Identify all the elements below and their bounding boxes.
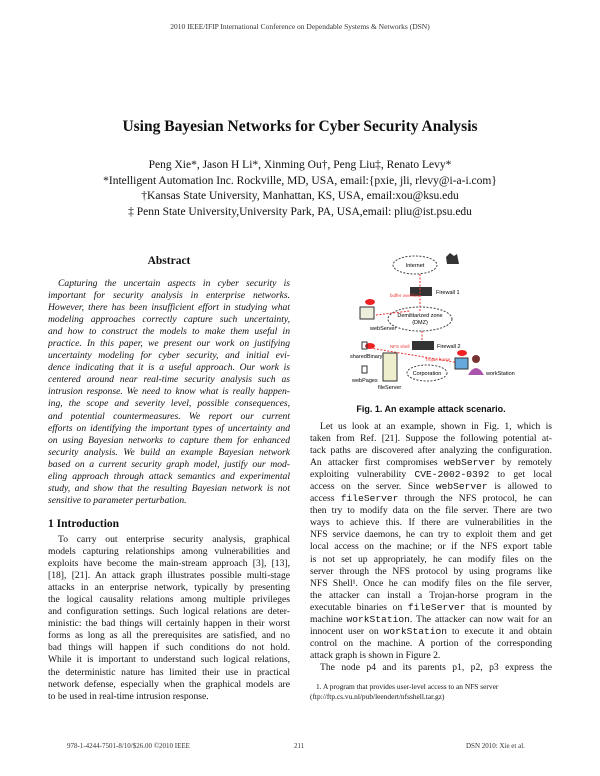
text-line: access on the server. Since webServer is allowed to (310, 481, 552, 493)
svg-text:workStation: workStation (486, 371, 515, 377)
footer-copyright: 978-1-4244-7501-8/10/$26.00 ©2010 IEEE (67, 742, 190, 750)
affiliation: ‡ Penn State University,University Park, PA, USA,email: pliu@ist.psu.edu (128, 205, 472, 218)
text-line: security analysis. We build an example Bayesian network (48, 446, 290, 458)
svg-text:Firewall 1: Firewall 1 (436, 290, 460, 296)
text-line: exploits have become the main-stream approach [3], [13], (48, 558, 290, 570)
svg-text:Corporation: Corporation (412, 371, 442, 377)
figure-attack-scenario (310, 245, 552, 395)
text-line: bad things will happen if such conditions do not hold. (48, 642, 290, 654)
conference-header: 2010 IEEE/IFIP International Conference on Dependable Systems & Networks (DSN) (170, 22, 430, 31)
fileserver-icon (383, 353, 397, 381)
footnote: 1. A program that provides user-level access to an NFS server (ftp://ftp.cs.vu.nl/pub/leendert/nfsshell.tar.gz) (310, 682, 499, 701)
svg-text:Demilitarized zone: Demilitarized zone (397, 313, 443, 319)
paper-title: Using Bayesian Networks for Cyber Security Analysis (122, 118, 478, 135)
affiliation: *Intelligent Automation Inc. Rockville, MD, USA, email:{pxie, jli, rlevy@i-a-i.com} (103, 174, 497, 187)
text-line: efforts on identifying the important types of uncertainty and (48, 422, 290, 434)
text-line: the logical causality relations among multiple privileges (48, 594, 290, 606)
text-line: based on a current security graph model, justify our mod- (48, 458, 290, 470)
text-line: centered around near real-time security analysis such as (48, 374, 290, 386)
text-line: then try to modify data on the file server. There are two (310, 505, 552, 517)
figure-caption: Fig. 1. An example attack scenario. (356, 404, 506, 414)
text-line: tack paths are discovered after analyzing the configuration. (310, 445, 552, 457)
text-line: However, there has been insufficient effort in studying what (48, 302, 290, 314)
text-line: To carry out enterprise security analysis, graphical (58, 534, 290, 545)
text-line: innocent user on workStation to execute it and obtain (310, 625, 552, 637)
svg-text:Firewall 2: Firewall 2 (437, 344, 461, 350)
text-line: modeling approaches correctly capture such uncertainty, (48, 314, 290, 326)
text-line: attack graph is shown in Figure 2. (310, 649, 441, 661)
abstract-section (48, 255, 290, 507)
text-line: the deterministic nature has limited their use in practical (48, 666, 290, 678)
text-line: models capturing relationships among vulnerabilities and (48, 546, 290, 558)
text-line: local access on the machine; or if the NFS export table (310, 541, 552, 553)
author-names: Peng Xie*, Jason H Li*, Xinming Ou†, Peng Liu‡, Renato Levy* (148, 159, 452, 171)
text-line: uncertainty modeling for cyber security, and initial evi- (48, 350, 290, 362)
firewall-2-icon (412, 341, 434, 350)
svg-text:Trojan horse: Trojan horse (425, 357, 451, 362)
text-line: [18], [21]. An attack graph illustrates possible multi-stage (48, 570, 290, 582)
text-line: eling approach through attack semantics and experimental (48, 470, 290, 482)
text-line: ministic: the bad things will certainly happen in their worst (48, 618, 290, 630)
text-line: An attacker first compromises webServer by remotely (310, 457, 552, 469)
text-line: ing, the scope and severity level, possible consequences, (48, 398, 290, 410)
text-line: executable binaries on fileServer that is mounted by (310, 601, 552, 613)
text-line: attacks in an enterprise network, typically by presenting (48, 582, 290, 594)
text-line: exploiting vulnerability CVE-2002-0392 to get local (310, 469, 552, 481)
footer-citation: DSN 2010: Xie et al. (466, 742, 525, 750)
svg-text:webServer: webServer (370, 326, 397, 332)
text-line: network defense, especially when the graphical models are (48, 678, 290, 690)
bug-icon (365, 299, 375, 305)
svg-text:buffer overflow: buffer overflow (390, 293, 420, 298)
text-line: intrusion response. We need to know what is really happen- (48, 386, 290, 398)
text-line: Let us look at an example, shown in Fig. 1, which is (320, 421, 552, 432)
text-line: The node p4 and its parents p1, p2, p3 express the (320, 661, 552, 673)
text-line: machine workStation. The attacker can now wait for an (310, 613, 552, 625)
text-line: ways to achieve this. If there are vulnerabilities in the (310, 517, 552, 529)
introduction-section (48, 518, 290, 703)
network-diagram (310, 245, 552, 395)
text-line: study, and show that the resulting Bayesian network is not (48, 482, 290, 494)
text-line: server through the NFS protocol by using programs like (310, 565, 552, 577)
text-line: control on the machine. A portion of the corresponding (310, 637, 552, 649)
svg-text:webPages: webPages (352, 378, 378, 384)
svg-text:NFS shell: NFS shell (390, 344, 410, 349)
affiliation: †Kansas State University, Manhattan, KS, USA, email:xou@ksu.edu (141, 190, 459, 202)
text-line: and configuration settings. Such logical relations are deter- (48, 606, 290, 618)
workstation-icon (455, 358, 468, 369)
text-line: forms as long as all the prerequisites are satisfied, and no (48, 630, 290, 642)
text-line: NFS Shell¹. Once he can modify files on the file server, (310, 577, 552, 589)
svg-text:sharedBinary: sharedBinary (350, 354, 383, 360)
text-line: sensitive to parameter perturbation. (48, 494, 187, 506)
text-line: practice. In this paper, we present our work on justifying (48, 338, 290, 350)
svg-text:Internet: Internet (405, 263, 425, 269)
text-line: While it is important to understand such logical relations, (48, 654, 290, 666)
author-block (0, 158, 600, 220)
text-line: dence indicating that it is a useful approach. Our work is (48, 362, 290, 374)
text-line: and how to construct the models to make them useful in (48, 326, 290, 338)
text-line: the attacker can install a Trojan-horse program in the (310, 589, 552, 601)
svg-text:(DMZ): (DMZ) (412, 320, 428, 326)
text-line: on using Bayesian networks to capture them for enhanced (48, 434, 290, 446)
svg-text:fileServer: fileServer (378, 385, 402, 391)
text-line: access fileServer through the NFS protocol, he can (310, 493, 552, 505)
attacker-icon (446, 253, 459, 264)
introduction-heading: 1 Introduction (48, 518, 120, 530)
text-line: to be used in real-time intrusion response. (48, 690, 209, 702)
text-line: taken from Ref. [21]. Suppose the following potential at- (310, 433, 552, 445)
right-column-text (310, 421, 552, 674)
abstract-heading: Abstract (147, 255, 191, 267)
webserver-icon (360, 307, 374, 319)
text-line: is not set up appropriately, he can modify files on the (310, 553, 552, 565)
text-line: Capturing the uncertain aspects in cyber security is (58, 278, 290, 289)
text-line: NFS service daemons, he can try to exploit them and get (310, 529, 552, 541)
text-line: important for security analysis in enterprise networks. (48, 290, 290, 302)
page-number: 211 (294, 742, 305, 750)
text-line: and potential countermeasures. We report our current (48, 410, 290, 422)
